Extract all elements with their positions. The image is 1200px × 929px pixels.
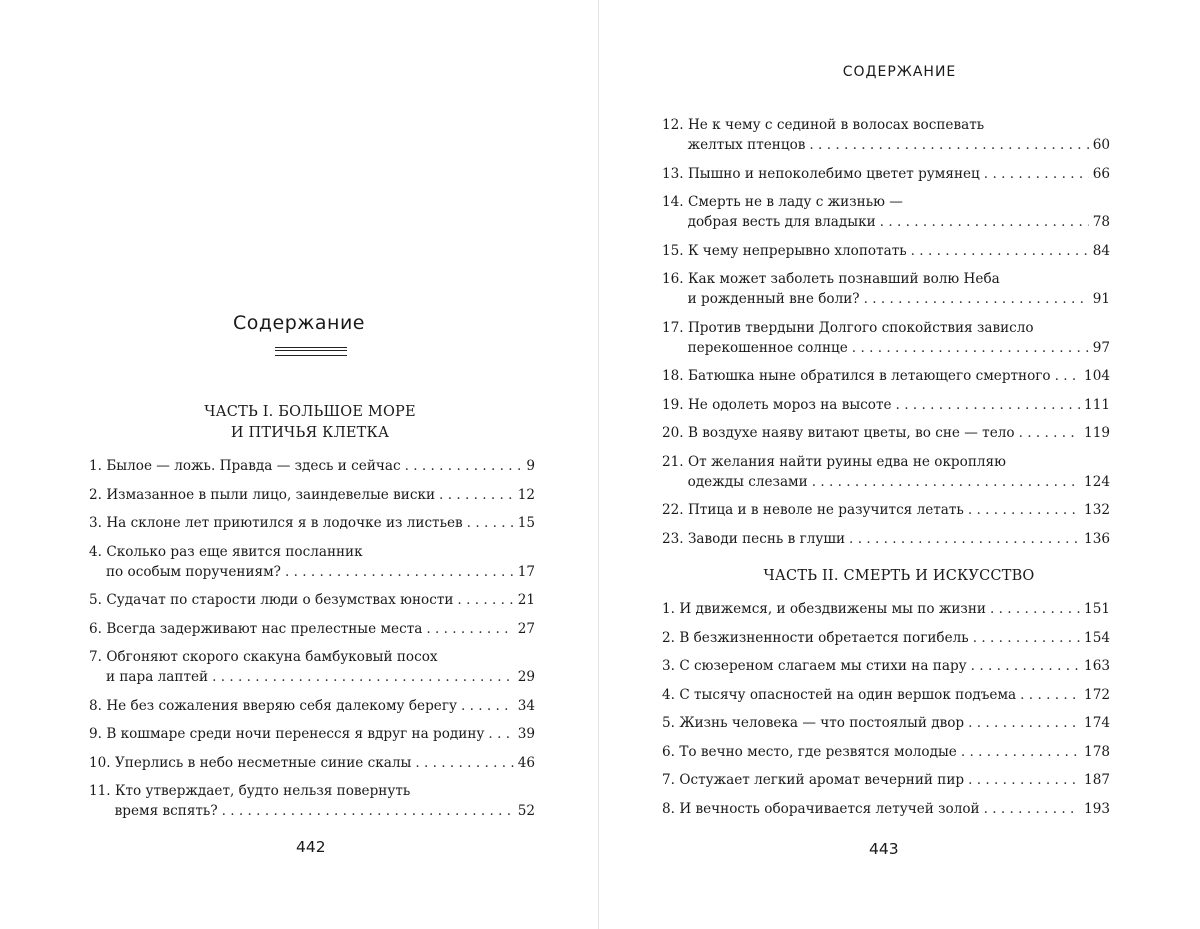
toc-entry-number: 22. — [662, 502, 684, 518]
toc-entry-line — [89, 542, 535, 562]
toc-list-part-1-continued — [662, 115, 1110, 557]
toc-entry — [89, 647, 535, 687]
toc-entry — [662, 452, 1110, 492]
toc-entry — [89, 724, 535, 744]
toc-entry-text — [662, 452, 1006, 472]
toc-entry — [89, 542, 535, 582]
toc-entry — [662, 685, 1110, 705]
toc-list-part-2 — [662, 599, 1110, 827]
toc-entry-title: С тысячу опасностей на один вершок подъема — [679, 686, 1017, 703]
toc-entry-page: 151 — [1084, 601, 1110, 617]
leader-dots — [812, 472, 1080, 492]
toc-entry-line — [89, 619, 535, 639]
toc-entry-text — [662, 289, 860, 309]
toc-entry — [89, 456, 535, 476]
toc-entry-line — [89, 667, 535, 687]
toc-entry-text — [662, 212, 876, 232]
toc-entry-page: 172 — [1084, 686, 1110, 703]
toc-entry-number: 9. — [89, 726, 102, 742]
toc-entry-line — [89, 590, 535, 610]
toc-entry-text — [89, 619, 422, 639]
toc-entry — [89, 753, 535, 773]
toc-entry-text — [89, 647, 438, 667]
leader-dots — [405, 456, 523, 476]
toc-entry-text — [89, 456, 401, 476]
toc-entry — [89, 781, 535, 821]
toc-entry-page: 193 — [1084, 800, 1110, 817]
toc-entry-line — [662, 799, 1110, 819]
toc-entry-text — [662, 423, 1015, 443]
toc-entry-page: 21 — [517, 592, 535, 608]
leader-dots — [961, 742, 1080, 762]
toc-entry-number: 16. — [662, 271, 684, 287]
toc-entry-text — [662, 472, 808, 492]
toc-entry-text — [662, 366, 1051, 386]
toc-entry — [662, 164, 1110, 184]
toc-entry-line — [89, 724, 535, 744]
toc-entry-text — [89, 801, 218, 821]
toc-entry-text — [662, 656, 967, 676]
toc-entry-page: 9 — [526, 458, 535, 474]
leader-dots — [852, 338, 1089, 358]
toc-entry-line — [662, 241, 1110, 261]
part-2-title: ЧАСТЬ II. СМЕРТЬ И ИСКУССТВО — [763, 568, 1035, 584]
toc-entry-number: 1. — [89, 458, 102, 474]
toc-entry-line — [662, 395, 1110, 415]
toc-entry-number: 13. — [662, 165, 684, 182]
toc-entry-title: желтых птенцов — [687, 137, 806, 153]
toc-entry-page: 119 — [1084, 425, 1110, 441]
toc-entry-text — [662, 241, 907, 261]
toc-entry-number: 4. — [662, 686, 675, 703]
toc-entry — [662, 241, 1110, 261]
toc-entry — [89, 485, 535, 505]
leader-dots — [849, 529, 1080, 549]
toc-entry-text — [89, 753, 411, 773]
toc-entry-number: 20. — [662, 425, 684, 441]
toc-entry-title: Былое — ложь. Правда — здесь и сейчас — [106, 458, 401, 474]
toc-entry — [662, 742, 1110, 762]
toc-entry-title: Батюшка ныне обратился в летающего смертного — [687, 368, 1051, 384]
toc-entry-line — [89, 696, 535, 716]
toc-title: Содержание — [233, 312, 365, 334]
toc-entry-number: 21. — [662, 453, 684, 470]
toc-entry-text — [662, 529, 845, 549]
toc-entry-line — [662, 472, 1110, 492]
toc-entry-page: 124 — [1084, 473, 1110, 490]
page-number-right: 443 — [869, 840, 899, 858]
toc-entry-line — [662, 318, 1110, 338]
toc-entry — [662, 395, 1110, 415]
leader-dots — [1055, 366, 1080, 386]
toc-entry-text — [662, 135, 805, 155]
toc-entry-page: 15 — [517, 515, 535, 531]
toc-entry-title: Судачат по старости люди о безумствах юности — [106, 592, 454, 608]
toc-entry-title: Пышно и непоколебимо цветет румянец — [687, 165, 980, 182]
toc-entry — [662, 713, 1110, 733]
toc-entry — [89, 590, 535, 610]
leader-dots — [467, 513, 514, 533]
toc-entry-number: 8. — [89, 697, 102, 714]
leader-dots — [285, 562, 514, 582]
toc-entry-text — [662, 770, 964, 790]
leader-dots — [973, 628, 1080, 648]
toc-entry-number: 7. — [662, 772, 675, 788]
toc-entry-page: 60 — [1092, 137, 1110, 153]
toc-entry-page: 178 — [1084, 743, 1110, 760]
leader-dots — [968, 713, 1080, 733]
toc-entry-text — [89, 562, 281, 582]
toc-entry-page: 34 — [517, 697, 535, 714]
toc-entry-number: 6. — [662, 743, 675, 760]
toc-entry-page: 91 — [1092, 291, 1110, 307]
toc-entry-line — [662, 269, 1110, 289]
leader-dots — [971, 656, 1080, 676]
toc-entry-text — [662, 628, 969, 648]
toc-entry — [662, 500, 1110, 520]
toc-entry-title: одежды слезами — [687, 473, 808, 490]
toc-entry-page: 17 — [517, 563, 535, 580]
toc-entry-title: К чему непрерывно хлопотать — [687, 242, 907, 259]
toc-entry-title: Заводи песнь в глуши — [687, 530, 846, 547]
toc-entry-number: 7. — [89, 649, 102, 665]
leader-dots — [990, 599, 1080, 619]
toc-entry-text — [662, 269, 1000, 289]
leader-dots — [809, 135, 1088, 155]
toc-entry-page: 66 — [1092, 165, 1110, 182]
toc-entry-number: 19. — [662, 396, 684, 413]
toc-entry-title: Птица и в неволе не разучится летать — [687, 502, 964, 518]
toc-entry-text — [89, 696, 457, 716]
toc-entry-title: Уперлись в небо несметные синие скалы — [114, 754, 412, 771]
leader-dots — [212, 667, 514, 687]
toc-entry-line — [662, 500, 1110, 520]
toc-entry-number: 10. — [89, 754, 111, 771]
toc-entry-text — [89, 513, 463, 533]
toc-entry-page: 97 — [1092, 339, 1110, 356]
toc-entry-text — [89, 542, 363, 562]
toc-entry-text — [89, 724, 484, 744]
toc-entry-number: 5. — [89, 592, 102, 608]
toc-entry-title: Измазанное в пыли лицо, заиндевелые виски — [106, 486, 436, 503]
toc-entry — [89, 513, 535, 533]
toc-entry-page: 174 — [1084, 715, 1110, 731]
toc-entry-line — [662, 212, 1110, 232]
toc-entry-title: В воздухе наяву витают цветы, во сне — тело — [687, 425, 1015, 441]
toc-entry-text — [662, 164, 980, 184]
leader-dots — [488, 724, 513, 744]
toc-entry-line — [89, 647, 535, 667]
leader-dots — [968, 500, 1080, 520]
leader-dots — [984, 799, 1080, 819]
leader-dots — [1020, 685, 1080, 705]
toc-entry-text — [662, 318, 1034, 338]
toc-entry-text — [662, 685, 1016, 705]
leader-dots — [439, 485, 514, 505]
toc-entry — [89, 619, 535, 639]
part-1-title-line-1: ЧАСТЬ I. БОЛЬШОЕ МОРЕ — [204, 404, 416, 420]
toc-entry-text — [662, 338, 848, 358]
leader-dots — [864, 289, 1089, 309]
toc-entry-text — [662, 192, 903, 212]
toc-entry — [662, 656, 1110, 676]
toc-entry-title: Кто утверждает, будто нельзя повернуть — [114, 783, 411, 799]
toc-entry-title: Всегда задерживают нас прелестные места — [106, 620, 423, 637]
toc-entry-number: 18. — [662, 368, 684, 384]
toc-entry-text — [662, 115, 984, 135]
toc-entry-title: В кошмаре среди ночи перенесся я вдруг на родину — [106, 726, 485, 742]
toc-entry-title: То вечно место, где резвятся молодые — [679, 743, 957, 760]
toc-entry — [662, 599, 1110, 619]
toc-entry-line — [662, 192, 1110, 212]
page-number-left: 442 — [296, 838, 326, 856]
toc-entry-title: перекошенное солнце — [687, 339, 848, 356]
title-ornament — [275, 347, 347, 356]
toc-entry — [662, 770, 1110, 790]
toc-entry-line — [662, 452, 1110, 472]
toc-entry-page: 84 — [1092, 242, 1110, 259]
toc-entry — [662, 192, 1110, 232]
toc-entry-line — [89, 801, 535, 821]
toc-entry-line — [662, 770, 1110, 790]
toc-entry-page: 154 — [1084, 629, 1110, 646]
toc-entry-line — [662, 713, 1110, 733]
part-1-title — [160, 402, 460, 444]
toc-entry-number: 15. — [662, 242, 684, 259]
toc-list-part-1 — [89, 456, 535, 830]
toc-entry-line — [662, 135, 1110, 155]
toc-entry-number: 14. — [662, 194, 684, 210]
toc-entry-number: 3. — [662, 658, 675, 674]
toc-entry-title: Против твердыни Долгого спокойствия зависло — [687, 319, 1034, 336]
toc-entry-title: и рожденный вне боли? — [687, 291, 860, 307]
toc-entry-number: 3. — [89, 515, 102, 531]
toc-entry-title: Сколько раз еще явится посланник — [106, 543, 363, 560]
left-page — [0, 0, 598, 929]
toc-entry-title: От желания найти руины едва не окропляю — [687, 453, 1006, 470]
toc-entry — [662, 115, 1110, 155]
toc-entry-text — [89, 781, 410, 801]
toc-entry-line — [662, 742, 1110, 762]
toc-entry-text — [662, 799, 980, 819]
toc-entry-title: Остужает легкий аромат вечерний пир — [679, 772, 965, 788]
toc-entry-page: 27 — [517, 620, 535, 637]
toc-entry-number: 4. — [89, 543, 102, 560]
toc-entry-number: 12. — [662, 117, 684, 133]
toc-entry-title: Не к чему с сединой в волосах воспевать — [687, 117, 985, 133]
toc-entry-number: 6. — [89, 620, 102, 637]
toc-entry-page: 111 — [1084, 396, 1110, 413]
toc-entry-title: Как может заболеть познавший волю Неба — [687, 271, 1000, 287]
toc-entry-page: 29 — [517, 669, 535, 685]
toc-entry-line — [662, 529, 1110, 549]
toc-entry-page: 163 — [1084, 658, 1110, 674]
toc-entry — [662, 318, 1110, 358]
toc-entry-text — [662, 395, 892, 415]
running-head: СОДЕРЖАНИЕ — [842, 64, 957, 80]
toc-entry-page: 46 — [517, 754, 535, 771]
toc-entry-number: 8. — [662, 800, 675, 817]
toc-entry-number: 5. — [662, 715, 675, 731]
toc-entry-page: 104 — [1084, 368, 1110, 384]
toc-entry-page: 132 — [1084, 502, 1110, 518]
leader-dots — [984, 164, 1089, 184]
toc-entry-line — [662, 628, 1110, 648]
toc-entry-line — [662, 164, 1110, 184]
toc-entry-title: добрая весть для владыки — [687, 214, 876, 230]
right-page — [599, 0, 1200, 929]
toc-entry-title: С сюзереном слагаем мы стихи на пару — [679, 658, 967, 674]
leader-dots — [222, 801, 514, 821]
leader-dots — [880, 212, 1089, 232]
toc-entry-line — [89, 781, 535, 801]
toc-entry — [662, 628, 1110, 648]
toc-entry-line — [89, 456, 535, 476]
toc-entry-page: 136 — [1084, 530, 1110, 547]
toc-entry-number: 23. — [662, 530, 684, 547]
toc-entry-text — [662, 713, 964, 733]
toc-entry-line — [662, 656, 1110, 676]
toc-entry-title: время вспять? — [114, 803, 218, 819]
toc-entry-number: 2. — [89, 486, 102, 503]
toc-entry-text — [662, 599, 986, 619]
toc-entry-page: 52 — [517, 803, 535, 819]
toc-entry-text — [662, 742, 957, 762]
leader-dots — [461, 696, 514, 716]
toc-entry-page: 78 — [1092, 214, 1110, 230]
toc-entry-number: 17. — [662, 319, 684, 336]
toc-entry-line — [662, 599, 1110, 619]
toc-entry — [89, 696, 535, 716]
toc-entry-title: по особым поручениям? — [105, 563, 281, 580]
toc-entry-title: и пара лаптей — [105, 669, 209, 685]
toc-entry-text — [89, 667, 208, 687]
toc-entry — [662, 423, 1110, 443]
toc-entry-text — [89, 590, 453, 610]
toc-entry-text — [89, 485, 435, 505]
toc-entry-title: Жизнь человека — что постоялый двор — [679, 715, 965, 731]
part-1-title-line-2: И ПТИЧЬЯ КЛЕТКА — [230, 425, 390, 441]
toc-entry-page: 39 — [517, 726, 535, 742]
toc-entry-title: Не без сожаления вверяю себя далекому берегу — [106, 697, 457, 714]
toc-entry-line — [662, 366, 1110, 386]
toc-entry — [662, 366, 1110, 386]
toc-entry-line — [662, 289, 1110, 309]
toc-entry-title: И движемся, и обездвижены мы по жизни — [679, 601, 986, 617]
toc-entry-title: Обгоняют скорого скакуна бамбуковый посох — [106, 649, 438, 665]
toc-entry-line — [662, 338, 1110, 358]
toc-entry-number: 2. — [662, 629, 675, 646]
toc-entry-title: И вечность оборачивается летучей золой — [679, 800, 980, 817]
toc-entry — [662, 799, 1110, 819]
leader-dots — [968, 770, 1080, 790]
toc-entry-line — [89, 562, 535, 582]
toc-entry-title: Не одолеть мороз на высоте — [687, 396, 892, 413]
toc-entry — [662, 269, 1110, 309]
toc-entry-text — [662, 500, 964, 520]
toc-entry-number: 1. — [662, 601, 675, 617]
leader-dots — [415, 753, 513, 773]
toc-entry — [662, 529, 1110, 549]
toc-entry-title: В безжизненности обретается погибель — [679, 629, 969, 646]
leader-dots — [896, 395, 1081, 415]
leader-dots — [1019, 423, 1080, 443]
toc-entry-line — [89, 753, 535, 773]
toc-entry-line — [662, 115, 1110, 135]
leader-dots — [457, 590, 513, 610]
toc-entry-number: 11. — [89, 783, 111, 799]
leader-dots — [426, 619, 513, 639]
toc-entry-title: На склоне лет приютился я в лодочке из листьев — [106, 515, 463, 531]
toc-entry-page: 12 — [517, 486, 535, 503]
toc-entry-line — [89, 513, 535, 533]
toc-entry-line — [89, 485, 535, 505]
toc-entry-title: Смерть не в ладу с жизнью — — [687, 194, 903, 210]
toc-entry-page: 187 — [1084, 772, 1110, 788]
toc-entry-line — [662, 685, 1110, 705]
leader-dots — [911, 241, 1089, 261]
toc-entry-line — [662, 423, 1110, 443]
